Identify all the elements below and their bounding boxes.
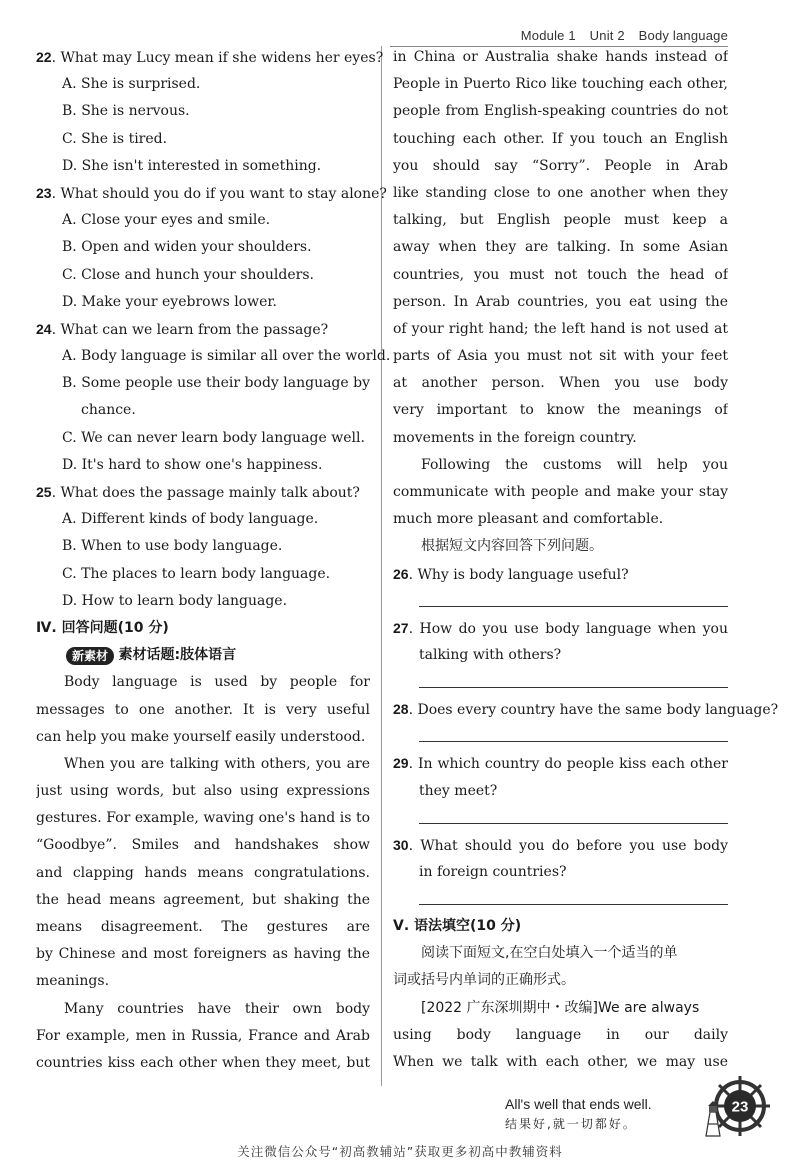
passage-line: Many countries have their own body — [64, 1000, 370, 1017]
option: C. The places to learn body language. — [62, 565, 331, 582]
passage-line: gestures. For example, waving one's hand is to — [36, 810, 370, 827]
option: D. It's hard to show one's happiness. — [62, 456, 323, 473]
question-26 — [393, 561, 728, 588]
question-number: 28 — [393, 701, 409, 718]
question-number: 30 — [393, 836, 409, 853]
passage-line: just using words, but also using expressions — [36, 783, 370, 800]
question-25 — [36, 479, 370, 506]
passage-line: very important to know the meanings of — [393, 402, 728, 419]
passage-line: Body language is used by people for — [64, 674, 370, 691]
question-number: 26 — [393, 565, 409, 582]
passage-line: talking, but English people must keep a — [393, 212, 728, 229]
topic-title: 素材话题:肢体语言 — [118, 647, 237, 664]
answer-line[interactable] — [393, 588, 728, 615]
option: C. We can never learn body language well. — [62, 429, 365, 446]
passage-line: of your right hand; the left hand is not used at — [393, 320, 728, 337]
question-number: 29 — [393, 755, 409, 772]
option: A. Different kinds of body language. — [62, 511, 319, 528]
left-column — [36, 44, 391, 1077]
passage-line: communicate with people and make your stay — [393, 484, 728, 500]
question-23 — [36, 180, 387, 207]
right-column — [393, 44, 779, 1076]
question-text: they meet? — [419, 782, 498, 799]
column-divider — [381, 46, 382, 1086]
question-27 — [393, 615, 728, 642]
option-continued: chance. — [81, 402, 136, 419]
option: B. Open and widen your shoulders. — [62, 239, 312, 256]
question-text: . What should you do before you use body — [408, 837, 728, 854]
grammar-instruction: 词或括号内单词的正确形式。 — [393, 972, 575, 989]
passage-line: away when they are talking. In some Asian — [393, 239, 728, 256]
ship-wheel-page-badge — [700, 1072, 784, 1140]
option: B. When to use body language. — [62, 538, 283, 555]
passage-line: For example, men in Russia, France and Arab — [36, 1027, 370, 1044]
question-text: in foreign countries? — [419, 863, 567, 880]
answer-line[interactable] — [393, 669, 728, 696]
grammar-instruction: 阅读下面短文,在空白处填入一个适当的单 — [421, 945, 678, 962]
passage-line: “Goodbye”. Smiles and handshakes show — [36, 837, 370, 854]
question-30 — [393, 832, 728, 859]
question-number: 24 — [36, 320, 52, 337]
question-22 — [36, 44, 384, 71]
option: C. She is tired. — [62, 130, 168, 147]
question-28 — [393, 696, 779, 723]
option: A. Close your eyes and smile. — [62, 212, 271, 229]
option: C. Close and hunch your shoulders. — [62, 266, 314, 283]
option: D. Make your eyebrows lower. — [62, 293, 277, 310]
answer-instruction: 根据短文内容回答下列问题。 — [421, 538, 603, 555]
passage-line: touching each other. If you touch an English — [393, 130, 728, 147]
passage-line: Following the customs will help you — [421, 456, 728, 473]
passage-line: When we talk with each other, we may use — [393, 1054, 728, 1070]
header-module: Module 1 — [520, 28, 576, 43]
passage-line: parts of Asia you must not sit with your feet — [393, 348, 728, 365]
question-text: . How do you use body language when you — [408, 620, 728, 637]
section-4-title: Ⅳ. 回答问题(10 分) — [36, 619, 169, 636]
question-24 — [36, 316, 370, 343]
question-text: . What should you do if you want to stay alone? — [51, 185, 387, 202]
question-text: . Does every country have the same body language? — [408, 702, 779, 719]
section-5-title: Ⅴ. 语法填空(10 分) — [393, 918, 522, 935]
passage-line: in China or Australia shake hands instead of — [393, 49, 728, 65]
passage-line: like standing close to one another when they — [393, 184, 728, 201]
running-header — [511, 28, 728, 43]
option: B. Some people use their body language by — [62, 375, 370, 392]
footer-motto — [505, 1094, 652, 1134]
passage-line: you should say “Sorry”. People in Arab — [393, 157, 728, 174]
option: D. She isn't interested in something. — [62, 157, 322, 174]
question-text: talking with others? — [419, 646, 562, 663]
motto-chinese: 结果好,就一切都好。 — [505, 1117, 637, 1131]
passage-line: countries, you must not touch the head of — [393, 266, 728, 283]
passage-line: meanings. — [36, 973, 110, 990]
question-text: . In which country do people kiss each other — [408, 756, 728, 773]
option: D. How to learn body language. — [62, 592, 288, 609]
question-29 — [393, 750, 728, 777]
question-number: 23 — [36, 184, 52, 201]
question-number: 27 — [393, 619, 409, 636]
answer-line[interactable] — [393, 886, 728, 913]
header-unit: Unit 2 — [589, 28, 625, 43]
passage-line: by Chinese and most foreigners as having the — [36, 946, 370, 963]
page-number: 23 — [731, 1098, 749, 1116]
topic-banner — [36, 642, 370, 669]
passage-line: People in Puerto Rico like touching each other, — [393, 76, 728, 93]
passage-line: using body language in our daily — [393, 1026, 728, 1043]
question-text: . What can we learn from the passage? — [51, 321, 329, 338]
passage-line: countries kiss each other when they meet, but — [36, 1054, 370, 1071]
passage-line: When you are talking with others, you are — [64, 755, 370, 772]
option: B. She is nervous. — [62, 103, 190, 120]
question-text-continued — [393, 778, 728, 805]
question-text: . What does the passage mainly talk about? — [51, 485, 360, 501]
passage-line: and clapping hands means congratulations. — [36, 864, 370, 881]
passage-line: much more pleasant and comfortable. — [393, 511, 664, 528]
answer-line[interactable] — [393, 723, 728, 750]
bottom-promo-text: 关注微信公众号“初高教辅站”获取更多初高中教辅资料 — [237, 1144, 563, 1159]
new-material-badge: 新素材 — [66, 647, 114, 665]
passage-line: people from English-speaking countries do not — [393, 103, 728, 120]
passage-line: messages to one another. It is very useful — [36, 701, 370, 718]
passage-line: the head means agreement, but shaking the — [36, 891, 370, 908]
question-text-continued — [393, 859, 728, 886]
header-title: Body language — [638, 28, 728, 43]
motto-english: All's well that ends well. — [505, 1096, 652, 1112]
passage-line: means disagreement. The gestures are — [36, 919, 370, 935]
question-number: 25 — [36, 484, 52, 500]
passage-line: movements in the foreign country. — [393, 429, 637, 446]
source-line: [2022 广东深圳期中・改编]We are always — [421, 999, 700, 1016]
option: A. She is surprised. — [62, 76, 201, 93]
passage-line: person. In Arab countries, you eat using the — [393, 293, 728, 310]
question-text: . What may Lucy mean if she widens her eyes? — [51, 50, 384, 66]
option: A. Body language is similar all over the world. — [62, 348, 391, 365]
passage-line: at another person. When you use body — [393, 375, 728, 392]
question-text: . Why is body language useful? — [408, 566, 629, 583]
passage-line: can help you make yourself easily understood. — [36, 728, 366, 745]
answer-line[interactable] — [393, 805, 728, 832]
question-number: 22 — [36, 49, 52, 65]
question-text-continued — [393, 642, 728, 669]
